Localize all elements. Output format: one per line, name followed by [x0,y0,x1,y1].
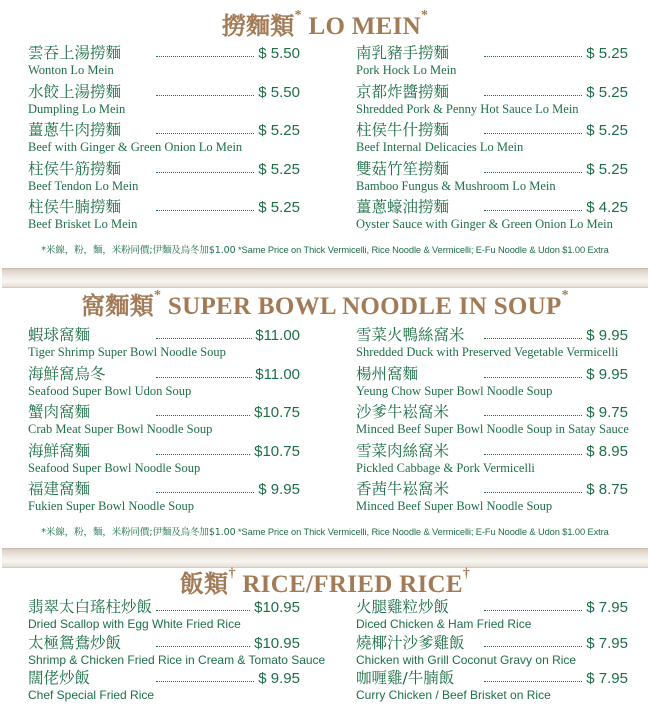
title-mark: * [294,8,302,23]
menu-item-name-zh: 雙菇竹笙撈麵 [356,160,453,179]
section-title-en: RICE/FRIED RICE [242,571,463,598]
menu-item [356,669,628,707]
menu-item-name-zh: 京都炸醬撈麵 [356,83,453,102]
menu-item-price: $ 8.95 [583,442,628,461]
menu-item-name-en: Beef Brisket Lo Mein [28,217,138,231]
note-en: *Same Price on Thick Vermicelli, Rice Noodle & Vermicelli; E-Fu Noodle & Udon $1.00 Extra [235,527,609,537]
section-title-zh: 撈麵類 [221,12,295,40]
menu-item [356,44,628,82]
menu-item-name-en: Pork Hock Lo Mein [356,63,457,77]
menu-item-name-zh: 雲吞上湯撈麵 [28,44,125,63]
title-mark: † [228,566,236,581]
menu-item [356,403,628,441]
menu-item-name-zh: 翡翠太白瑤柱炒飯 [28,598,156,617]
menu-item-name-en: Tiger Shrimp Super Bowl Noodle Soup [28,345,226,359]
menu-item-name-zh: 雪菜肉絲窩米 [356,442,453,461]
menu-item-price: $ 5.50 [255,83,300,102]
menu-item [28,326,300,364]
menu-item-name-zh: 香茜牛崧窩米 [356,480,453,499]
menu-item-price: $ 5.25 [255,198,300,217]
menu-item [356,160,628,198]
lo-mein-price-note [0,242,650,256]
menu-item-price: $ 5.25 [583,160,628,179]
menu-item-name-en: Seafood Super Bowl Noodle Soup [28,460,201,475]
menu-item-name-en: Pickled Cabbage & Pork Vermicelli [356,460,535,475]
menu-item [28,669,300,707]
menu-item-name-zh: 太極鴛鴦炒飯 [28,634,125,653]
section-title-en: SUPER BOWL NOODLE IN SOUP [167,293,562,320]
menu-item-name-en: Chicken with Grill Coconut Gravy on Rice [356,652,577,667]
menu-item-name-en: Dumpling Lo Mein [28,101,126,116]
menu-item-name-en: Beef Internal Delicacies Lo Mein [356,140,524,154]
menu-item-price: $ 9.75 [583,403,628,422]
menu-item [356,598,628,636]
menu-item-name-en: Shrimp & Chicken Fried Rice in Cream & Tomato Sauce [28,652,326,667]
section-title-en: LO MEIN [308,13,421,40]
menu-item-price: $ 7.95 [583,634,628,653]
menu-item-price: $ 9.95 [583,365,628,384]
super-bowl-price-note [0,524,650,538]
menu-item [356,326,628,364]
menu-item [28,83,300,121]
menu-item-price: $ 5.50 [255,44,300,63]
menu-item [28,480,300,518]
menu-item-price: $ 7.95 [583,598,628,617]
menu-item [28,403,300,441]
section-title-super-bowl [0,286,650,321]
menu-item-name-zh: 南乳豬手撈麵 [356,44,453,63]
section-title-rice [0,564,650,599]
menu-item-name-zh: 蝦球窩麵 [28,326,94,345]
menu-item-name-en: Dried Scallop with Egg White Fried Rice [28,617,241,631]
menu-item-name-en: Wonton Lo Mein [28,63,114,77]
menu-item-price: $ 9.95 [255,480,300,499]
menu-item-name-zh: 海鮮窩麵 [28,442,94,461]
menu-item-price: $10.95 [251,634,300,653]
menu-item-name-zh: 火腿雞粒炒飯 [356,598,453,617]
menu-item-name-en: Fukien Super Bowl Noodle Soup [28,499,194,513]
menu-item-name-en: Shredded Pork & Penny Hot Sauce Lo Mein [356,101,579,116]
title-mark-end: * [561,288,569,303]
menu-item-price: $ 5.25 [583,121,628,140]
menu-item [356,198,628,236]
menu-item-name-en: Diced Chicken & Ham Fried Rice [356,617,532,631]
menu-item [28,633,326,672]
menu-item-name-en: Shredded Duck with Preserved Vegetable Vermicelli [356,345,619,359]
menu-item-price: $ 5.25 [583,83,628,102]
menu-item-name-en: Minced Beef Super Bowl Noodle Soup [356,499,553,513]
menu-item-price: $ 9.95 [583,326,628,345]
section-title-zh: 窩麵類 [81,292,155,320]
menu-item-name-zh: 柱侯牛腩撈麵 [28,198,125,217]
menu-item-name-en: Crab Meat Super Bowl Noodle Soup [28,422,213,436]
menu-item-name-zh: 咖喱雞/牛腩飯 [356,669,458,688]
section-divider [2,268,648,288]
note-zh: *米線，粉，麵，米粉同價;伊麵及烏冬加$1.00 [41,245,236,256]
menu-item-name-en: Curry Chicken / Beef Brisket on Rice [356,688,551,702]
menu-item [356,365,628,403]
menu-item-name-en: Seafood Super Bowl Udon Soup [28,383,192,398]
menu-item-price: $ 5.25 [583,44,628,63]
menu-item-price: $ 8.75 [583,480,628,499]
menu-item-name-en: Beef Tendon Lo Mein [28,178,139,193]
menu-item [356,83,628,121]
menu-item-name-zh: 薑蔥牛肉撈麵 [28,121,125,140]
menu-item-name-en: Yeung Chow Super Bowl Noodle Soup [356,383,553,398]
title-mark-end: † [462,566,471,581]
menu-item-price: $10.75 [251,403,300,422]
menu-item [28,442,300,480]
menu-item-name-en: Chef Special Fried Rice [28,688,155,702]
menu-item-name-en: Bamboo Fungus & Mushroom Lo Mein [356,178,556,193]
menu-item-name-zh: 柱侯牛筋撈麵 [28,160,125,179]
menu-item-name-en: Oyster Sauce with Ginger & Green Onion Lo Mein [356,217,613,231]
menu-item [28,198,300,236]
menu-item-price: $ 5.25 [255,160,300,179]
menu-item-name-zh: 薑蔥蠔油撈麵 [356,198,453,217]
menu-item-price: $ 9.95 [255,669,300,688]
menu-item [356,634,628,672]
menu-item [28,598,300,636]
section-title-zh: 飯類 [179,570,229,598]
menu-item-name-zh: 雪菜火鴨絲窩米 [356,326,469,345]
menu-item-name-en: Minced Beef Super Bowl Noodle Soup in Satay Sauce [356,422,629,436]
menu-item-price: $10.75 [251,442,300,461]
menu-item-price: $ 5.25 [255,121,300,140]
title-mark: * [154,288,162,303]
menu-item [28,121,300,159]
menu-item-name-zh: 海鮮窩烏冬 [28,365,110,384]
note-zh: *米線，粉，麵，米粉同價;伊麵及烏冬加$1.00 [41,527,236,538]
menu-item-name-zh: 福建窩麵 [28,480,94,499]
menu-item [356,480,628,518]
title-mark-end: * [421,8,429,23]
note-en: *Same Price on Thick Vermicelli, Rice Noodle & Vermicelli; E-Fu Noodle & Udon $1.00 Extra [235,245,609,255]
menu-item-name-zh: 蟹肉窩麵 [28,403,94,422]
menu-item [356,442,628,480]
menu-item-name-zh: 燒椰汁沙爹雞飯 [356,634,469,653]
menu-item [28,160,300,198]
menu-item-name-zh: 楊州窩麵 [356,365,422,384]
menu-item-name-zh: 闊佬炒飯 [28,669,94,688]
menu-item-name-zh: 水餃上湯撈麵 [28,83,125,102]
menu-item-price: $11.00 [252,326,300,345]
menu-item-price: $ 7.95 [583,669,628,688]
menu-item-price: $11.00 [252,365,300,384]
menu-item-price: $ 4.25 [583,198,628,217]
menu-item [28,44,300,82]
menu-item-name-en: Beef with Ginger & Green Onion Lo Mein [28,140,243,154]
menu-item-price: $10.95 [251,598,300,617]
menu-item [28,365,300,403]
menu-item-name-zh: 柱侯牛什撈麵 [356,121,453,140]
menu-item-name-zh: 沙爹牛崧窩米 [356,403,453,422]
section-title-lo-mein [0,6,650,41]
menu-item [356,121,628,159]
